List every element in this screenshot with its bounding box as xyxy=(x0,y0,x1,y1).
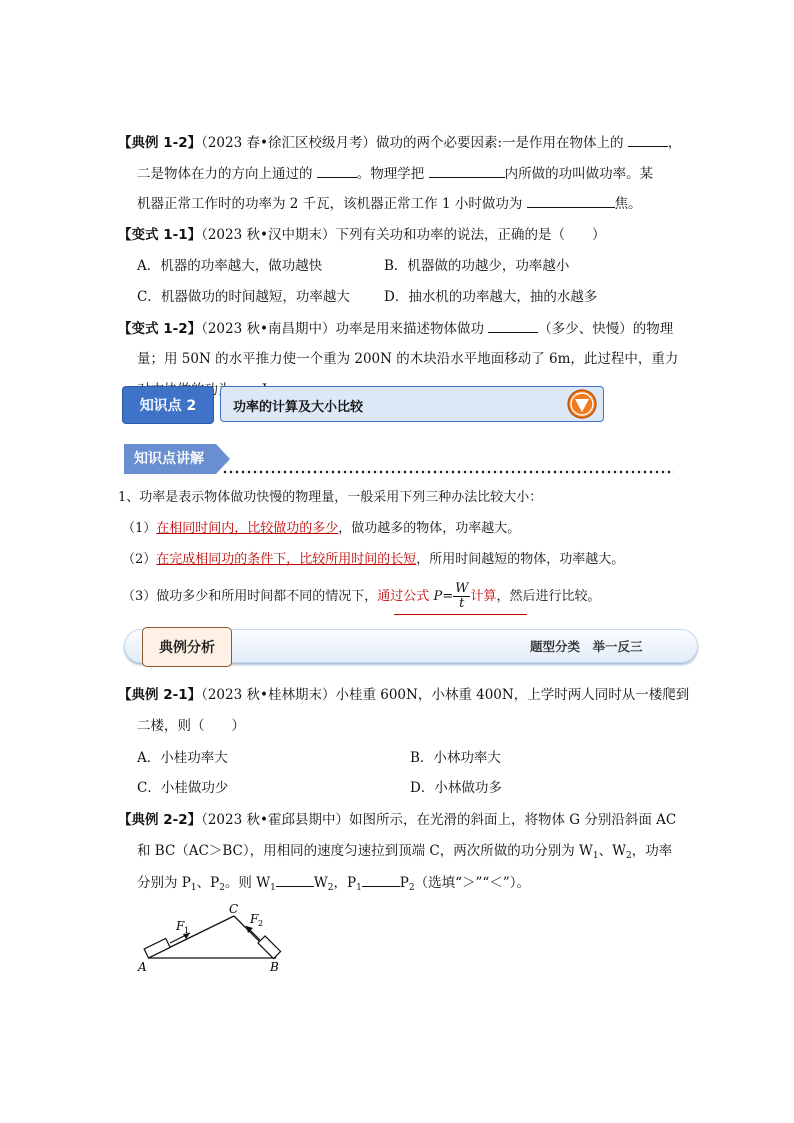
vertex-c-label: C xyxy=(229,902,239,916)
example-2-2-tag: 【典例 2-2】 xyxy=(118,812,202,828)
answer-blank[interactable] xyxy=(429,163,505,178)
variant-1-2-tag: 【变式 1-2】 xyxy=(118,321,202,337)
variant-1-1-option-a[interactable]: A．机器的功率越大，做功越快 xyxy=(137,258,323,274)
variant-1-1-stem: 【变式 1-1】（2023 秋•汉中期末）下列有关功和功率的说法，正确的是（ ） xyxy=(118,227,606,243)
explanation-point-4: （3）做功多少和所用时间都不同的情况下，通过公式 P= $\frac{W}{t}$ 计算，然后进行比较。 xyxy=(122,581,601,611)
example-1-2-line-2: 二是物体在力的方向上通过的 。物理学把 内所做的功叫做功率。某 xyxy=(137,163,653,184)
knowledge-point-title: 功率的计算及大小比较 xyxy=(233,400,364,415)
svg-text:2: 2 xyxy=(258,919,264,928)
answer-blank[interactable] xyxy=(362,872,400,887)
example-2-2-line-2: 和 BC（AC＞BC），用相同的速度匀速拉到顶端 C，两次所做的功分别为 $W_1$、$W_2$，功率 xyxy=(137,843,673,861)
answer-blank[interactable] xyxy=(628,132,668,147)
variant-1-1-option-b[interactable]: B．机器做的功越少，功率越小 xyxy=(384,258,570,274)
vertex-b-label: B xyxy=(270,960,279,974)
explanation-tab-label: 知识点讲解 xyxy=(134,451,204,467)
expand-triangle-icon[interactable] xyxy=(567,389,597,419)
example-2-1-line-1: 【典例 2-1】（2023 秋•桂林期末）小桂重 600N，小林重 400N，上学时两人同时从一楼爬到 xyxy=(118,687,690,703)
variant-1-1-option-c[interactable]: C．机器做功的时间越短，功率越大 xyxy=(137,289,350,305)
example-2-1-option-b[interactable]: B．小林功率大 xyxy=(410,750,501,766)
knowledge-point-label: 知识点 2 xyxy=(122,386,214,424)
answer-blank[interactable] xyxy=(276,872,314,887)
force-1-label: F xyxy=(176,919,185,933)
example-2-2-line-1: 【典例 2-2】（2023 秋•霍邱县期中）如图所示，在光滑的斜面上，将物体 G 分别沿斜面 AC xyxy=(118,812,677,828)
variant-1-2-line-2: 量；用 50N 的水平推力使一个重为 200N 的木块沿水平地面移动了 6m，此过程中，重力 xyxy=(137,351,679,367)
example-2-2-line-3: 分别为 $P_1$、$P_2$。则 $W_1$ $W_2$，$P_1$ $P_2$（选填“＞”“＜”）。 xyxy=(137,872,530,898)
example-2-1-option-c[interactable]: C．小桂做功少 xyxy=(137,780,229,796)
inclined-plane-figure xyxy=(132,900,292,980)
variant-1-2-line-1: 【变式 1-2】（2023 秋•南昌期中）功率是用来描述物体做功 （多少、快慢）的物理 xyxy=(118,318,673,339)
vertex-a-label: A xyxy=(138,960,147,974)
answer-blank[interactable] xyxy=(317,163,357,178)
example-analysis-label: 典例分析 xyxy=(142,627,232,667)
svg-text:1: 1 xyxy=(184,926,190,935)
answer-blank[interactable] xyxy=(488,318,538,333)
force-2-label: F xyxy=(250,912,259,926)
example-1-2-line-1: 【典例 1-2】（2023 春•徐汇区校级月考）做功的两个必要因素:一是作用在物体上的 ， xyxy=(118,132,681,153)
explanation-point-2: （1）在相同时间内，比较做功的多少，做功越多的物体，功率越大。 xyxy=(122,521,521,536)
example-analysis-subtitle: 题型分类 举一反三 xyxy=(530,639,643,654)
variant-1-1-tag: 【变式 1-1】 xyxy=(118,227,202,243)
variant-1-1-option-d[interactable]: D．抽水机的功率越大，抽的水越多 xyxy=(384,289,598,305)
knowledge-point-title-bar xyxy=(220,386,604,422)
dotted-divider xyxy=(222,470,674,474)
example-1-2-tag: 【典例 1-2】 xyxy=(118,135,202,151)
example-2-1-line-2: 二楼，则（ ） xyxy=(137,718,245,734)
answer-blank[interactable] xyxy=(527,193,615,208)
example-2-1-option-a[interactable]: A．小桂功率大 xyxy=(137,750,228,766)
example-2-1-tag: 【典例 2-1】 xyxy=(118,687,202,703)
power-formula-fraction: $\frac{W}{t}$ xyxy=(455,581,469,611)
explanation-point-1: 1、功率是表示物体做功快慢的物理量，一般采用下列三种办法比较大小： xyxy=(118,490,543,505)
formula-underline xyxy=(394,614,527,615)
explanation-point-3: （2）在完成相同功的条件下，比较所用时间的长短，所用时间越短的物体，功率越大。 xyxy=(122,552,625,567)
example-1-2-line-3: 机器正常工作时的功率为 2 千瓦，该机器正常工作 1 小时做功为 焦。 xyxy=(137,193,642,214)
example-2-1-option-d[interactable]: D．小林做功多 xyxy=(410,780,502,796)
